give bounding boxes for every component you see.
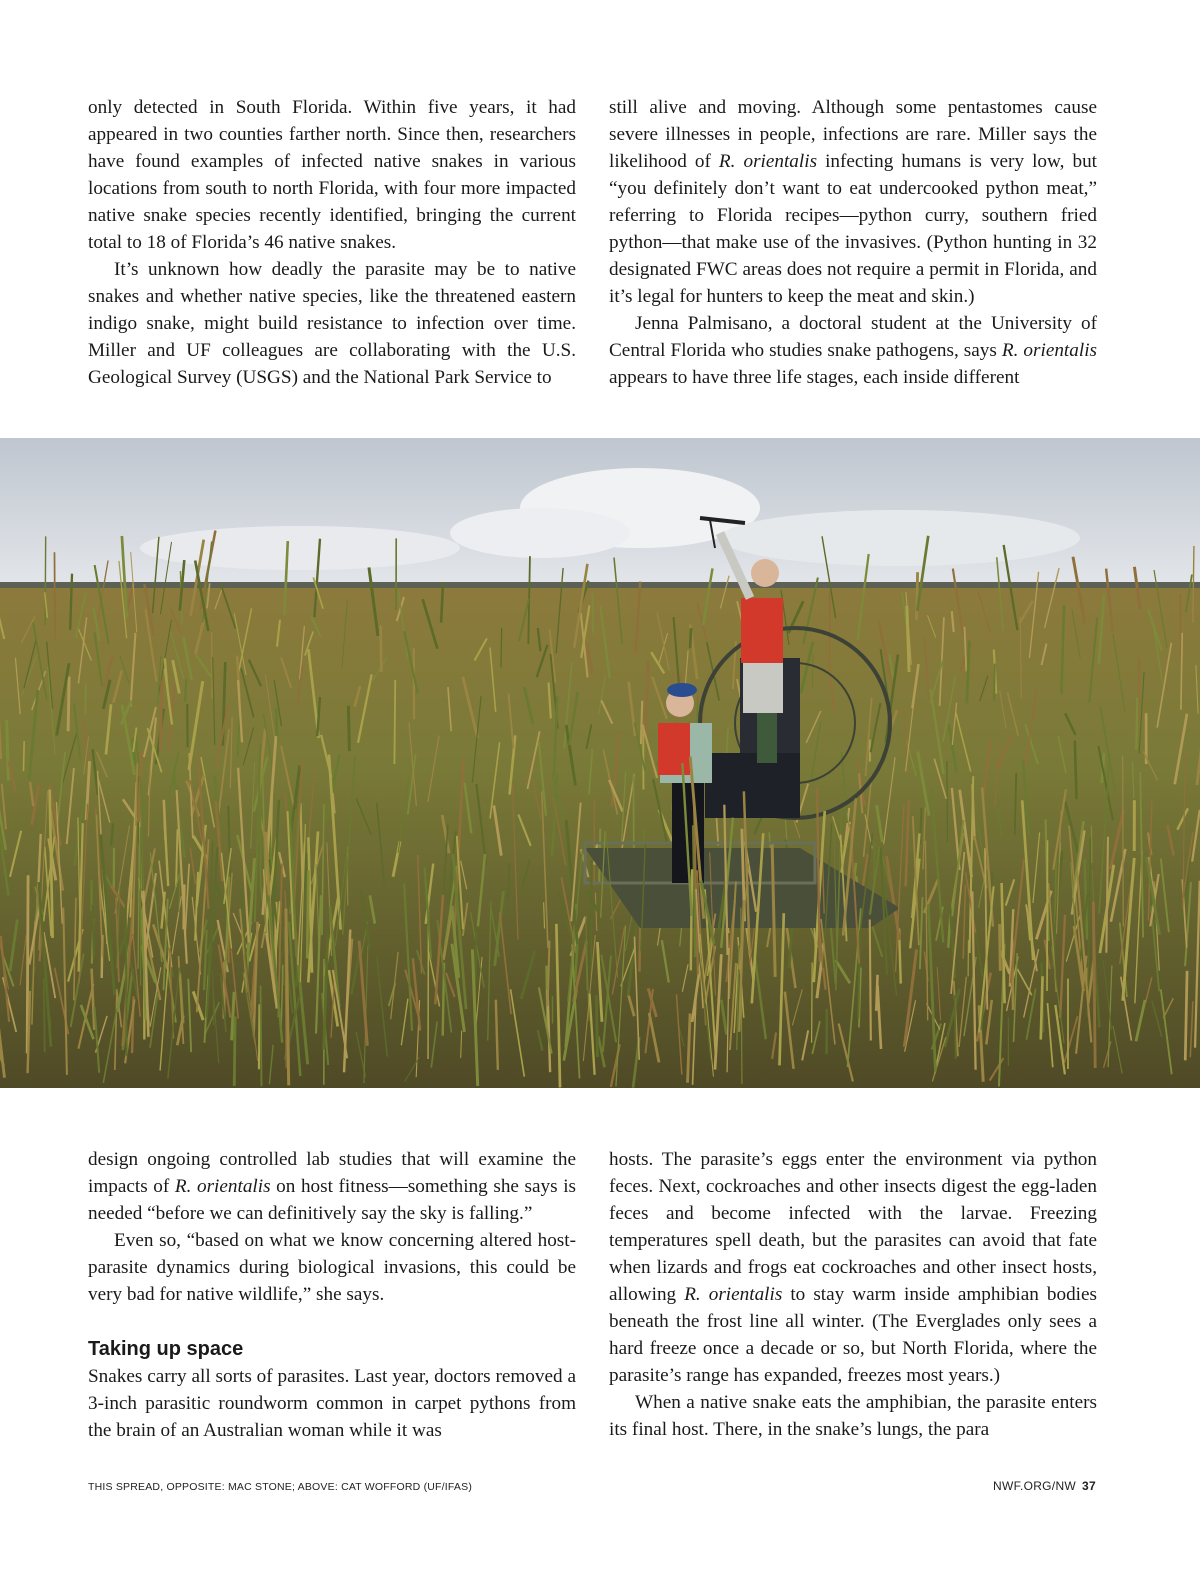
grass-blade	[690, 628, 691, 648]
grass-blade	[234, 1016, 235, 1085]
grass-blade	[1000, 924, 1001, 971]
bottom-right-column	[609, 1146, 1097, 1443]
grass-blade	[920, 808, 921, 845]
text-run: When a native snake eats the amphibian, the parasite enters its final host. There, in the snake’s lungs, the para	[609, 1392, 1097, 1440]
top-right-column	[609, 94, 1097, 391]
grass-blade	[994, 664, 995, 701]
cloud	[450, 508, 630, 558]
grass-blade	[307, 870, 308, 958]
grass-blade	[1041, 976, 1043, 1039]
grass-blade	[1185, 971, 1187, 1060]
grass-blade	[1091, 826, 1092, 863]
article-paragraph	[609, 1389, 1097, 1443]
section-subhead	[88, 1336, 576, 1362]
text-run: Jenna Palmisano, a doctoral student at the University of Central Florida who studies snake pathogens, says	[609, 313, 1097, 361]
grass-blade	[54, 552, 55, 639]
grass-blade	[1075, 741, 1077, 799]
species-name: R. orientalis	[684, 1284, 783, 1305]
grass-blade	[812, 963, 813, 1043]
text-run: Even so, “based on what we know concerning altered host-parasite dynamics during biological invasions, this could be very bad for native wildlife,” she says.	[88, 1230, 576, 1305]
grass-blade	[259, 1004, 260, 1069]
article-paragraph	[609, 1146, 1097, 1389]
grass-blade	[955, 995, 956, 1059]
text-run: hosts. The parasite’s eggs enter the environment via python feces. Next, cockroaches and other insects digest the egg-laden feces and become infected with the larvae. Freezing temperatures spell death, but the parasites can avoid that fate when lizards and frogs eat cockroaches and other insect hosts, allowing	[609, 1149, 1097, 1305]
grass-blade	[7, 720, 9, 781]
grass-blade	[212, 632, 213, 699]
grass-blade	[381, 626, 382, 672]
grass-blade	[45, 536, 46, 625]
text-run: infecting humans is very low, but “you definitely don’t want to eat undercooked python meat,” referring to Florida recipes—python curry, southern fried python—that make use of the invasives. (Python hunting in 32 designated FWC areas does not require a permit in Florida, and it’s legal for hunters to keep the meat and skin.)	[609, 151, 1097, 307]
text-run: Snakes carry all sorts of parasites. Last year, doctors removed a 3-inch parasitic roundworm common in carpet pythons from the brain of an Australian woman while it was	[88, 1366, 576, 1441]
grass-blade	[185, 679, 186, 701]
grass-blade	[1139, 658, 1140, 721]
article-paragraph	[88, 256, 576, 391]
grass-blade	[641, 701, 642, 744]
species-name: R. orientalis	[1001, 340, 1097, 361]
grass-blade	[917, 572, 918, 620]
text-run: still alive and moving. Although some pentastomes cause severe illnesses in people, infections are rare. Miller says the likelihood of	[609, 97, 1097, 172]
page-folio	[993, 1479, 1096, 1493]
grass-blade	[126, 900, 127, 1057]
grass-blade	[348, 706, 349, 751]
article-paragraph	[88, 1146, 576, 1227]
horizon-treeline	[0, 582, 1200, 588]
species-name: R. orientalis	[174, 1176, 271, 1197]
cloud	[140, 526, 460, 570]
grass-blade	[160, 681, 161, 750]
airboat-research-photo	[0, 438, 1200, 1088]
article-paragraph	[609, 310, 1097, 391]
grass-blade	[260, 985, 261, 1086]
text-run: to stay warm inside amphibian bodies beneath the frost line all winter. (The Everglades only sees a hard freeze once a decade or so, but North Florida, where the parasite’s range has expanded, freezes most years.)	[609, 1284, 1097, 1386]
grass-blade	[93, 905, 94, 957]
top-left-column	[88, 94, 576, 391]
article-paragraph	[88, 1363, 576, 1444]
grass-blade	[596, 995, 597, 1057]
photo-credit: THIS SPREAD, OPPOSITE: MAC STONE; ABOVE: CAT WOFFORD (UF/IFAS)	[88, 1481, 473, 1493]
article-paragraph	[88, 94, 576, 256]
grass-blade	[68, 676, 69, 731]
grass-blade	[394, 680, 395, 764]
grass-blade	[501, 628, 502, 667]
grass-blade	[1136, 697, 1137, 749]
grass-blade	[1093, 902, 1095, 1068]
grass-blade	[691, 869, 692, 970]
text-run: only detected in South Florida. Within five years, it had appeared in two counties farther north. Since then, researchers have found examples of infected native snakes in various locations from south to north Florida, with four more impacted native snake species recently identified, bringing the current total to 18 of Florida’s 46 native snakes.	[88, 97, 576, 253]
article-paragraph	[609, 94, 1097, 310]
article-paragraph	[88, 1227, 576, 1308]
cloud	[720, 510, 1080, 566]
bottom-left-column	[88, 1146, 576, 1444]
text-run: Taking up space	[88, 1338, 244, 1360]
grass-blade	[44, 978, 45, 1053]
text-run: design ongoing controlled lab studies that will examine the impacts of	[88, 1149, 576, 1197]
text-run: on host fitness—something she says is needed “before we can definitively say the sky is falling.”	[88, 1176, 576, 1224]
text-run: It’s unknown how deadly the parasite may be to native snakes and whether native species, like the threatened eastern indigo snake, might build resistance to infection over time. Miller and UF colleagues are collaborating with the U.S. Geological Survey (USGS) and the National Park Service to	[88, 259, 576, 388]
grass-blade	[23, 741, 24, 771]
grass-blade	[1123, 756, 1124, 927]
site-url: NWF.ORG/NW	[993, 1479, 1077, 1493]
species-name: R. orientalis	[718, 151, 818, 172]
page-number: 37	[1082, 1479, 1096, 1493]
grass-blade	[947, 761, 948, 842]
grass-blade	[276, 708, 277, 740]
text-run: appears to have three life stages, each inside different	[609, 367, 1020, 388]
grass-blade	[870, 919, 871, 1040]
